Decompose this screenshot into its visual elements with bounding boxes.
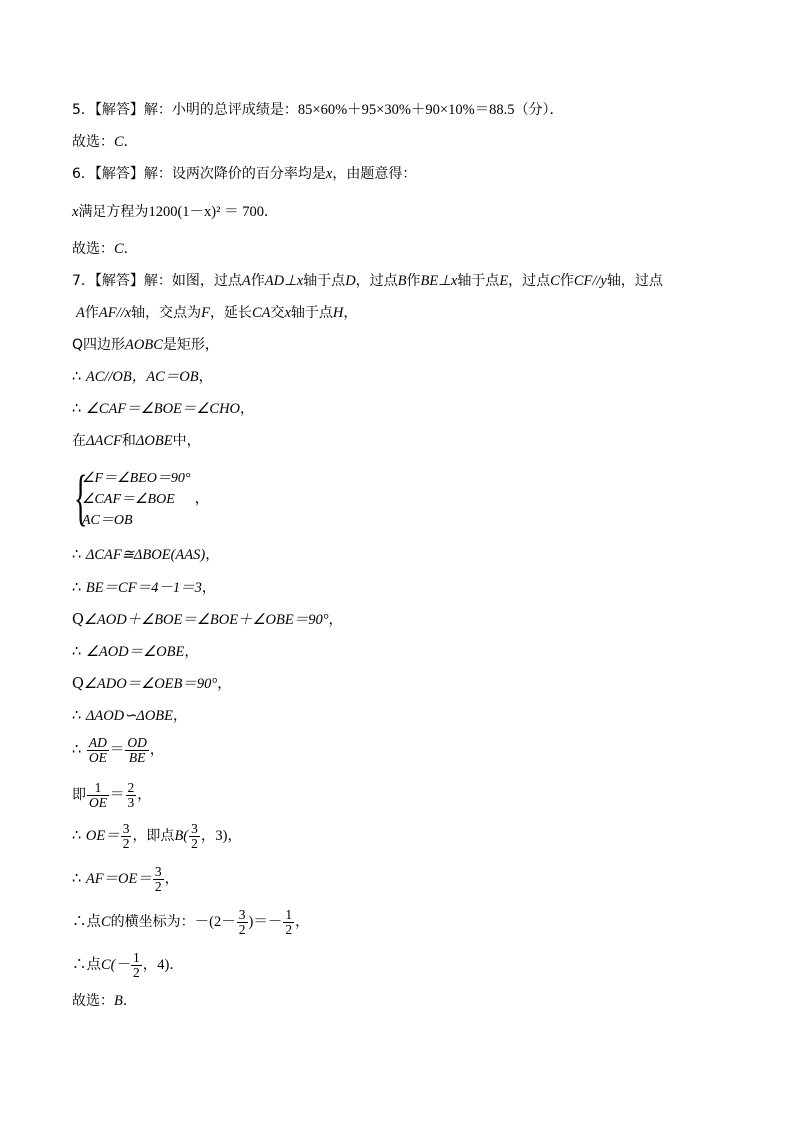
therefore-symbol: ∴ — [72, 742, 82, 758]
text: ，过点 — [355, 273, 398, 289]
step-line — [72, 904, 309, 940]
math: ∠AOD＝∠OBE — [85, 644, 185, 660]
text: 5．【解答】解：小明的总评成绩是： — [72, 102, 298, 118]
numerator: 1 — [285, 906, 293, 922]
text: 作 — [559, 273, 574, 289]
math: ∠CAF＝∠BOE＝∠CHO — [85, 401, 241, 417]
numerator: AD — [88, 734, 107, 750]
math: x — [325, 166, 333, 182]
numerator: 2 — [127, 779, 135, 795]
math: CA — [251, 305, 271, 321]
text: 轴，交点为 — [131, 305, 202, 321]
text: ， — [227, 828, 242, 844]
text: 的横坐标为： — [110, 914, 195, 930]
fraction — [283, 908, 294, 937]
answer-5-line — [72, 133, 138, 151]
text: ， — [328, 612, 343, 628]
text: 在 — [72, 433, 86, 449]
text: ， — [164, 871, 179, 887]
text: 作 — [406, 273, 421, 289]
solution-7-line — [72, 272, 663, 290]
solution-7-line-2 — [76, 304, 357, 322]
text: ， — [194, 492, 209, 507]
numerator: 1 — [87, 781, 109, 796]
denominator: 2 — [285, 921, 293, 937]
text: ． — [123, 134, 138, 150]
math: C — [114, 134, 124, 150]
fraction — [125, 736, 149, 765]
text: 轴于点 — [457, 273, 500, 289]
denominator: 2 — [154, 878, 162, 894]
equals: ＝ — [110, 787, 125, 803]
text: 满足方程为 — [78, 204, 149, 220]
equation-6-line — [72, 203, 278, 221]
text: 作 — [84, 305, 99, 321]
math: x — [72, 204, 79, 220]
math: C — [550, 273, 560, 289]
math: A — [76, 305, 85, 321]
answer-7-line — [72, 992, 137, 1010]
math: 1200(1－x)² ＝ 700 — [148, 204, 264, 220]
therefore-symbol: ∴ — [72, 644, 82, 660]
because-symbol: Q — [72, 612, 84, 628]
math: BE⊥x — [420, 273, 458, 289]
because-symbol: Q — [72, 676, 84, 692]
therefore-symbol: ∴ — [72, 708, 82, 724]
math: ΔOBE — [135, 433, 173, 449]
math: ∠CAF＝∠BOE — [82, 492, 175, 507]
answer-6-line — [72, 240, 138, 258]
math: C — [101, 914, 111, 930]
step-line — [72, 947, 183, 983]
text: 作 — [250, 273, 265, 289]
text: ，即点 — [132, 828, 175, 844]
therefore-symbol: ∴ — [72, 871, 82, 887]
math: ，3) — [200, 828, 228, 844]
numerator: 3 — [238, 906, 246, 922]
step-line — [72, 546, 219, 564]
therefore-symbol: ∴ — [72, 580, 82, 596]
system-row: ∠F＝∠BEO＝90° — [82, 471, 191, 486]
text: 轴于点 — [290, 305, 333, 321]
math: －(2－ — [194, 914, 236, 930]
step-line — [72, 368, 213, 386]
step-line — [72, 400, 254, 418]
text: ， — [149, 742, 164, 758]
text: 故选： — [72, 134, 114, 150]
step-line — [72, 579, 216, 597]
step-line — [72, 818, 241, 854]
text: 即 — [72, 787, 86, 803]
math: C(－ — [101, 957, 130, 973]
therefore-symbol: ∴ — [72, 369, 82, 385]
text: ， — [343, 305, 358, 321]
math: B — [397, 273, 407, 289]
text: ． — [123, 241, 138, 257]
text: ，延长 — [209, 305, 252, 321]
fraction — [121, 822, 132, 851]
math: AF＝OE＝ — [85, 871, 152, 887]
math: ∠AOD＋∠BOE＝∠BOE＋∠OBE＝90° — [83, 612, 329, 628]
numerator: 3 — [122, 820, 130, 836]
numerator: 3 — [191, 820, 198, 836]
text: ∴点 — [72, 914, 101, 930]
math: D — [345, 273, 356, 289]
math: AD⊥x — [264, 273, 304, 289]
therefore-symbol: ∴ — [72, 401, 82, 417]
math: )＝－ — [248, 914, 283, 930]
text: ，过点 — [508, 273, 551, 289]
numerator: 3 — [154, 863, 162, 879]
text: ， — [184, 644, 199, 660]
text: ∴点 — [72, 957, 101, 973]
math: x — [284, 305, 291, 321]
text: ， — [295, 914, 310, 930]
text: ，由题意得： — [332, 166, 417, 182]
denominator: 2 — [122, 835, 130, 851]
denominator: 3 — [127, 794, 135, 810]
equals: ＝ — [109, 742, 125, 758]
denominator: 2 — [191, 835, 198, 851]
math: AC//OB，AC＝OB — [85, 369, 199, 385]
step-line — [72, 732, 164, 768]
text: ， — [173, 708, 187, 724]
text: ． — [122, 993, 137, 1009]
text: 7．【解答】解：如图，过点 — [72, 273, 242, 289]
math: ΔAOD∽ΔOBE — [85, 708, 173, 724]
math: AF//x — [98, 305, 132, 321]
text: ， — [198, 369, 213, 385]
math: H — [332, 305, 344, 321]
text: （分）． — [514, 102, 564, 118]
fraction — [189, 822, 200, 851]
text: ． — [263, 204, 278, 220]
step-line — [72, 861, 179, 897]
text: 交 — [270, 305, 285, 321]
text: ， — [240, 401, 255, 417]
math: CF//y — [573, 273, 607, 289]
denominator: 2 — [133, 964, 140, 980]
math: BE＝CF＝4－1＝3 — [85, 580, 202, 596]
text: Q四边形 — [72, 337, 126, 353]
system-row — [82, 488, 209, 508]
text: ． — [169, 957, 184, 973]
denominator: OE — [88, 749, 107, 765]
text: ， — [137, 787, 152, 803]
math: ΔACF — [86, 433, 122, 449]
therefore-symbol: ∴ — [72, 828, 82, 844]
denominator: 2 — [238, 921, 246, 937]
fraction — [126, 781, 137, 810]
math: F — [201, 305, 210, 321]
math: A — [241, 273, 251, 289]
math: ∠ADO＝∠OEB＝90° — [83, 676, 218, 692]
solution-6-line — [72, 165, 416, 183]
fraction — [87, 781, 109, 810]
therefore-symbol: ∴ — [72, 547, 82, 563]
step-line — [72, 336, 219, 354]
step-line — [72, 611, 343, 629]
text: 是矩形， — [162, 337, 219, 353]
math: OE＝ — [85, 828, 120, 844]
math: E — [499, 273, 509, 289]
text: 轴于点 — [303, 273, 346, 289]
math: C — [114, 241, 124, 257]
step-line — [72, 777, 151, 813]
step-line — [72, 432, 201, 450]
text: ， — [201, 580, 216, 596]
denominator: OE — [89, 794, 107, 810]
text: ， — [217, 676, 232, 692]
left-brace: { — [74, 464, 88, 532]
numerator: 1 — [133, 949, 140, 965]
step-line — [72, 643, 198, 661]
text: 故选： — [72, 241, 114, 257]
math: AOBC — [125, 337, 163, 353]
text: 中， — [172, 433, 201, 449]
fraction — [153, 865, 164, 894]
text: 故选： — [72, 993, 114, 1009]
math: B( — [174, 828, 189, 844]
fraction — [87, 736, 109, 765]
step-line — [72, 707, 187, 725]
text: 和 — [121, 433, 136, 449]
math: 85×60%＋95×30%＋90×10%＝88.5 — [297, 102, 515, 118]
text: 6．【解答】解：设两次降价的百分率均是 — [72, 166, 326, 182]
text: 轴，过点 — [606, 273, 663, 289]
numerator: OD — [127, 734, 147, 750]
fraction — [237, 908, 248, 937]
math: ，4) — [142, 957, 170, 973]
solution-5-line — [72, 101, 564, 119]
text: ， — [205, 547, 220, 563]
denominator: BE — [128, 749, 146, 765]
fraction — [131, 951, 142, 980]
system-row: AC＝OB — [82, 513, 133, 528]
math: ΔCAF≅ΔBOE(AAS) — [85, 547, 206, 563]
step-line — [72, 675, 231, 693]
math: B — [114, 993, 123, 1009]
